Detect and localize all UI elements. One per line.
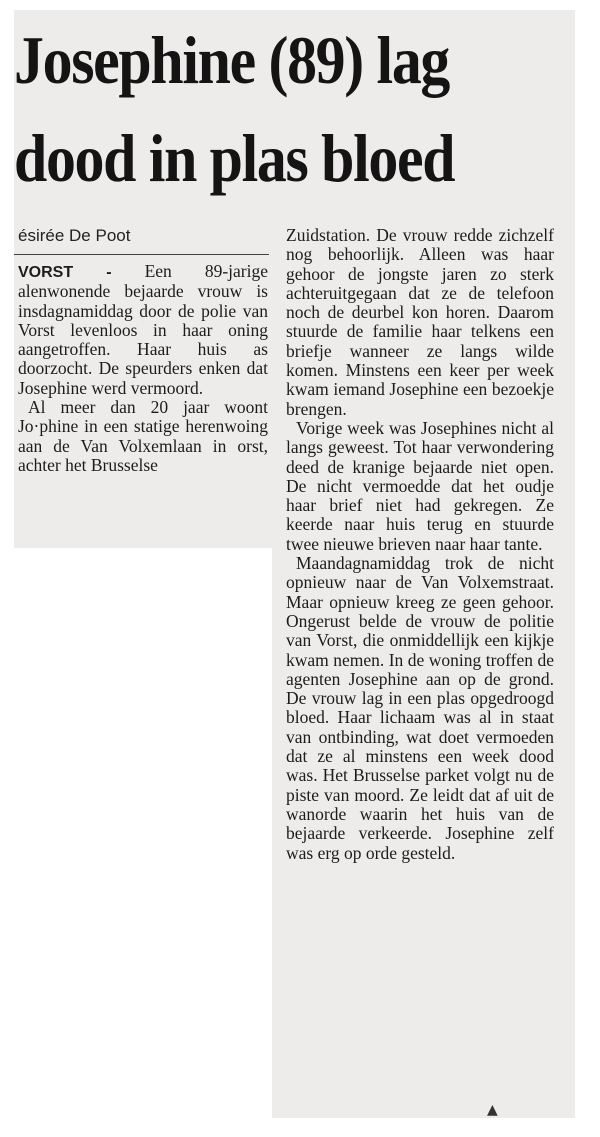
dateline: VORST - bbox=[18, 264, 112, 281]
headline-line-2: dood in plas bloed bbox=[14, 120, 455, 196]
paragraph-1 bbox=[18, 262, 268, 398]
paragraph-3: Zuidstation. De vrouw redde zichzelf nog behoorlijk. Alleen was haar gehoor de jongste jaren zo sterk achteruitgegaan dat ze de telefoon noch de deurbel kon horen. Daarom stuurde de familie haar telkens een briefje wanneer ze langs wilde komen. Minstens een keer per week kwam iemand Josephine een bezoekje brengen. bbox=[286, 225, 554, 419]
paragraph-5: Maandagnamiddag trok de nicht opnieuw naar de Van Volxemstraat. Maar opnieuw kreeg ze geen gehoor. Ongerust belde de vrouw de politie van Vorst, die onmiddellijk een kijkje kwam nemen. In de woning troffen de agenten Josephine aan op de grond. De vrouw lag in een plas opgedroogd bloed. Haar lichaam was al in staat van ontbinding, wat doet vermoeden dat ze al minstens een week dood was. Het Brusselse parket volgt nu de piste van moord. Ze leidt dat af uit de wanorde waarin het huis van de bejaarde verkeerde. Josephine zelf was erg op orde gesteld. bbox=[286, 553, 554, 863]
byline: ésirée De Poot bbox=[18, 226, 131, 245]
paragraph-4: Vorige week was Josephines nicht al langs geweest. Tot haar verwondering deed de kranige bejaarde niet open. De nicht vermoedde dat het oudje haar brief niet had gekregen. Ze keerde naar huis terug en stuurde twee nieuwe brieven naar haar tante. bbox=[286, 417, 554, 554]
paragraph-2: Al meer dan 20 jaar woont Jo·phine in een statige herenwoing aan de Van Volxemlaan in orst, achter het Brusselse bbox=[18, 397, 268, 475]
end-mark-icon: ▲ bbox=[487, 1102, 498, 1118]
article-column-right bbox=[286, 226, 554, 863]
byline-divider bbox=[14, 254, 269, 255]
paragraph-1-text: Een 89-jarige alenwonende bejaarde vrouw is insdagnamiddag door de polie van Vorst levenloos in haar oning aangetroffen. Haar huis as doorzocht. De speurders enken dat Josephine werd vermoord. bbox=[18, 261, 269, 398]
headline-line-1: Josephine (89) lag bbox=[14, 22, 450, 98]
article-column-left bbox=[18, 262, 268, 475]
